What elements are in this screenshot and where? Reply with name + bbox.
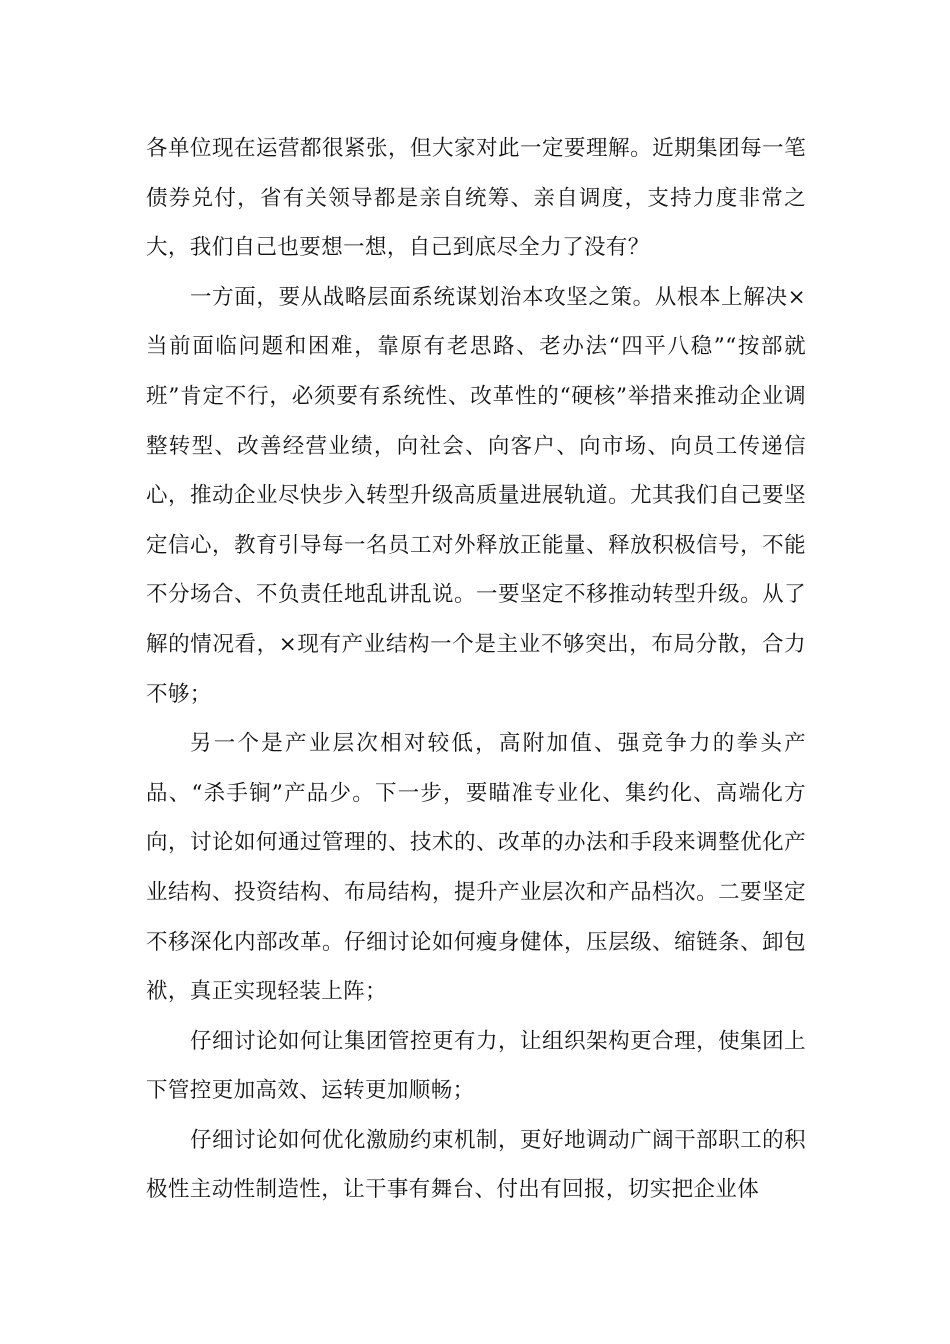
paragraph-4: 仔细讨论如何让集团管控更有力，让组织架构更合理，使集团上下管控更加高效、运转更加顺畅； xyxy=(146,1028,806,1104)
paragraph-2: 一方面，要从战略层面系统谋划治本攻坚之策。从根本上解决×当前面临问题和困难，靠原有老思路、老办法“四平八稳”“按部就班”肯定不行，必须要有系统性、改革性的“硬核”举措来推动企业调整转型、改善经营业绩，向社会、向客户、向市场、向员工传递信心，推动企业尽快步入转型升级高质量进展轨道。尤其我们自己要坚定信心，教育引导每一名员工对外释放正能量、释放积极信号，不能不分场合、不负责任地乱讲乱说。一要坚定不移推动转型升级。从了解的情况看，×现有产业结构一个是主业不够突出，布局分散，合力不够； xyxy=(146,284,806,707)
paragraph-1: 各单位现在运营都很紧张，但大家对此一定要理解。近期集团每一笔债券兑付，省有关领导都是亲自统筹、亲自调度，支持力度非常之大，我们自己也要想一想，自己到底尽全力了没有？ xyxy=(146,136,806,261)
paragraph-3: 另一个是产业层次相对较低，高附加值、强竞争力的拳头产品、“杀手锏”产品少。下一步，要瞄准专业化、集约化、高端化方向，讨论如何通过管理的、技术的、改革的办法和手段来调整优化产业结构、投资结构、布局结构，提升产业层次和产品档次。二要坚定不移深化内部改革。仔细讨论如何瘦身健体，压层级、缩链条、卸包袱，真正实现轻装上阵； xyxy=(146,731,806,1005)
paragraph-5: 仔细讨论如何优化激励约束机制，更好地调动广阔干部职工的积极性主动性制造性，让干事有舞台、付出有回报，切实把企业体 xyxy=(146,1127,806,1203)
document-body xyxy=(146,124,806,1215)
